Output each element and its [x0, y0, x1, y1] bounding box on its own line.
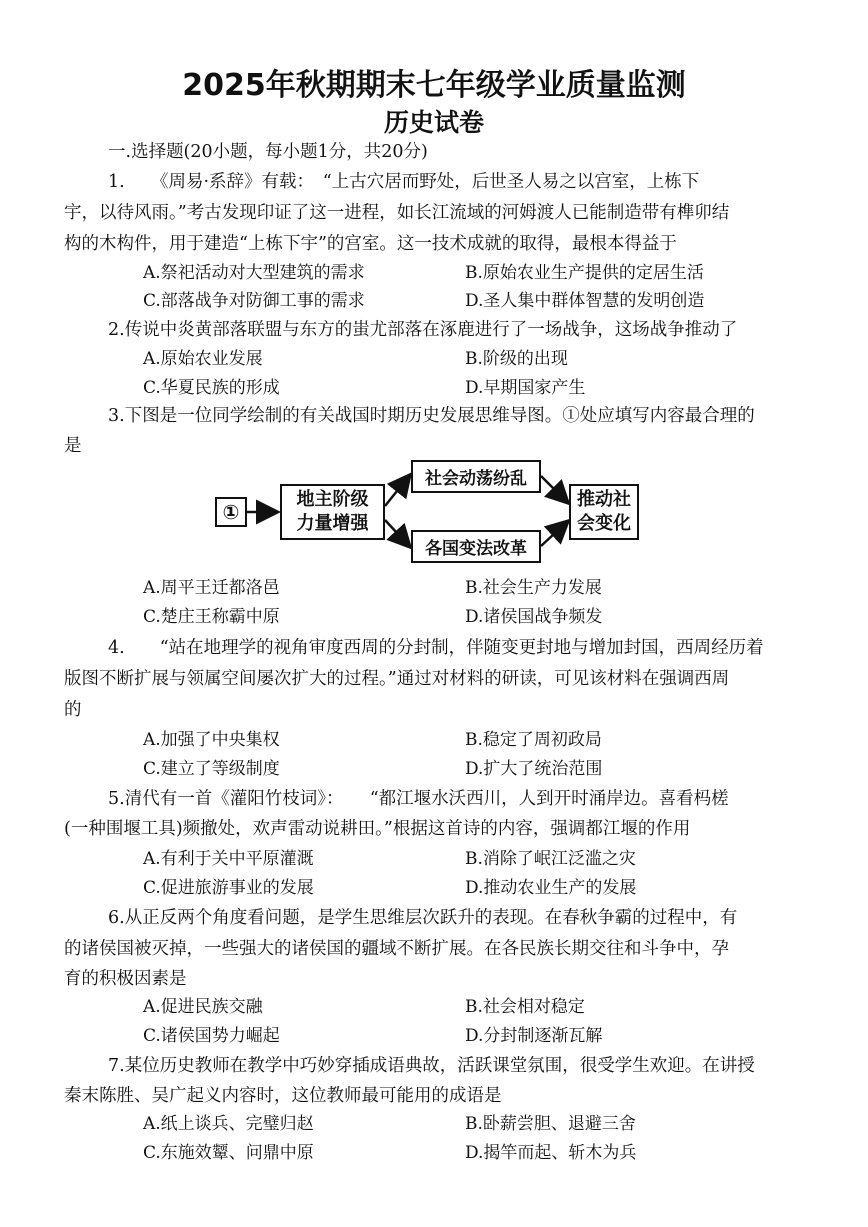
question-7-option-d[interactable]: D.揭竿而起、斩木为兵 [465, 1143, 637, 1163]
question-5-line-2: (一种围堰工具)频撤处，欢声雷动说耕田。”根据这首诗的内容，强调都江堰的作用 [64, 819, 691, 839]
question-3-line-2: 是 [64, 436, 82, 456]
diagram-box-end [569, 484, 639, 540]
mind-map-diagram [200, 450, 640, 570]
question-3-option-b[interactable]: B.社会生产力发展 [465, 578, 602, 598]
diagram-box-end-line-2: 会变化 [577, 513, 631, 534]
diagram-box-middle [280, 484, 385, 540]
question-1-line-1: 1. 《周易·系辞》有载： “上古穴居而野处，后世圣人易之以宫室，上栋下 [108, 172, 700, 192]
diagram-box-top: 社会动荡纷乱 [411, 460, 541, 493]
question-4-option-a[interactable]: A.加强了中央集权 [143, 730, 280, 750]
question-6-option-c[interactable]: C.诸侯国势力崛起 [143, 1026, 280, 1046]
question-7-option-c[interactable]: C.东施效颦、问鼎中原 [143, 1143, 314, 1163]
question-6-option-b[interactable]: B.社会相对稳定 [465, 997, 585, 1017]
diagram-box-middle-line-1: 地主阶级 [296, 489, 369, 510]
question-6-option-d[interactable]: D.分封制逐渐瓦解 [465, 1026, 603, 1046]
question-4-option-d[interactable]: D.扩大了统治范围 [465, 759, 603, 779]
question-7-line-2: 秦末陈胜、吴广起义内容时，这位教师最可能用的成语是 [64, 1086, 502, 1106]
question-1-option-c[interactable]: C.部落战争对防御工事的需求 [143, 291, 365, 311]
question-2-line-1: 2.传说中炎黄部落联盟与东方的蚩尤部落在涿鹿进行了一场战争，这场战争推动了 [108, 320, 738, 340]
diagram-box-bottom: 各国变法改革 [411, 530, 541, 563]
diagram-box-middle-line-2: 力量增强 [296, 513, 369, 534]
question-6-line-3: 育的积极因素是 [64, 969, 187, 989]
question-6-line-2: 的诸侯国被灭掉，一些强大的诸侯国的疆域不断扩展。在各民族长期交往和斗争中，孕 [64, 939, 729, 959]
question-1-option-b[interactable]: B.原始农业生产提供的定居生活 [465, 263, 704, 283]
question-2-option-d[interactable]: D.早期国家产生 [465, 378, 586, 398]
question-4-option-b[interactable]: B.稳定了周初政局 [465, 730, 602, 750]
question-6-option-a[interactable]: A.促进民族交融 [143, 997, 263, 1017]
question-7-option-a[interactable]: A.纸上谈兵、完璧归赵 [143, 1114, 314, 1134]
arrow-middle-to-top [385, 476, 409, 506]
question-1-option-d[interactable]: D.圣人集中群体智慧的发明创造 [465, 291, 705, 311]
question-5-option-c[interactable]: C.促进旅游事业的发展 [143, 878, 314, 898]
page-subtitle: 历史试卷 [383, 108, 484, 137]
question-5-option-d[interactable]: D.推动农业生产的发展 [465, 878, 637, 898]
diagram-box-end-line-1: 推动社 [577, 489, 631, 510]
question-1-line-3: 构的木构件，用于建造“上栋下宇”的宫室。这一技术成就的取得，最根本得益于 [64, 234, 677, 254]
question-3-option-d[interactable]: D.诸侯国战争频发 [465, 607, 603, 627]
page-title: 2025年秋期期末七年级学业质量监测 [182, 68, 686, 103]
question-3-option-c[interactable]: C.楚庄王称霸中原 [143, 607, 280, 627]
question-2-option-b[interactable]: B.阶级的出现 [465, 349, 568, 369]
arrow-bottom-to-end [541, 522, 567, 546]
question-4-line-2: 版图不断扩展与领属空间屡次扩大的过程。”通过对材料的研读，可见该材料在强调西周 [64, 669, 730, 689]
question-7-line-1: 7.某位历史教师在教学中巧妙穿插成语典故，活跃课堂氛围，很受学生欢迎。在讲授 [108, 1056, 755, 1076]
arrow-middle-to-bottom [385, 520, 409, 546]
question-2-option-c[interactable]: C.华夏民族的形成 [143, 378, 280, 398]
question-1-line-2: 宇，以待风雨。”考古发现印证了这一进程，如长江流域的河姆渡人已能制造带有榫卯结 [64, 203, 730, 223]
question-4-line-3: 的 [64, 700, 82, 720]
question-5-option-a[interactable]: A.有利于关中平原灌溉 [143, 849, 314, 869]
question-3-option-a[interactable]: A.周平王迁都洛邑 [143, 578, 280, 598]
question-3-line-1: 3.下图是一位同学绘制的有关战国时期历史发展思维导图。①处应填写内容最合理的 [108, 406, 755, 426]
question-5-line-1: 5.清代有一首《灌阳竹枝词》： “都江堰水沃西川，人到开时涌岸边。喜看杩槎 [108, 789, 729, 809]
question-7-option-b[interactable]: B.卧薪尝胆、退避三舍 [465, 1114, 636, 1134]
question-1-option-a[interactable]: A.祭祀活动对大型建筑的需求 [143, 263, 365, 283]
arrow-top-to-end [541, 476, 567, 502]
question-4-option-c[interactable]: C.建立了等级制度 [143, 759, 280, 779]
question-2-option-a[interactable]: A.原始农业发展 [143, 349, 263, 369]
section-heading: 一.选择题(20小题，每小题1分，共20分) [108, 142, 428, 162]
question-5-option-b[interactable]: B.消除了岷江泛滥之灾 [465, 849, 636, 869]
diagram-box-start: ① [215, 497, 247, 527]
question-4-line-1: 4. “站在地理学的视角审度西周的分封制，伴随变更封地与增加封国，西周经历着 [108, 638, 764, 658]
question-6-line-1: 6.从正反两个角度看问题，是学生思维层次跃升的表现。在春秋争霸的过程中，有 [108, 908, 738, 928]
